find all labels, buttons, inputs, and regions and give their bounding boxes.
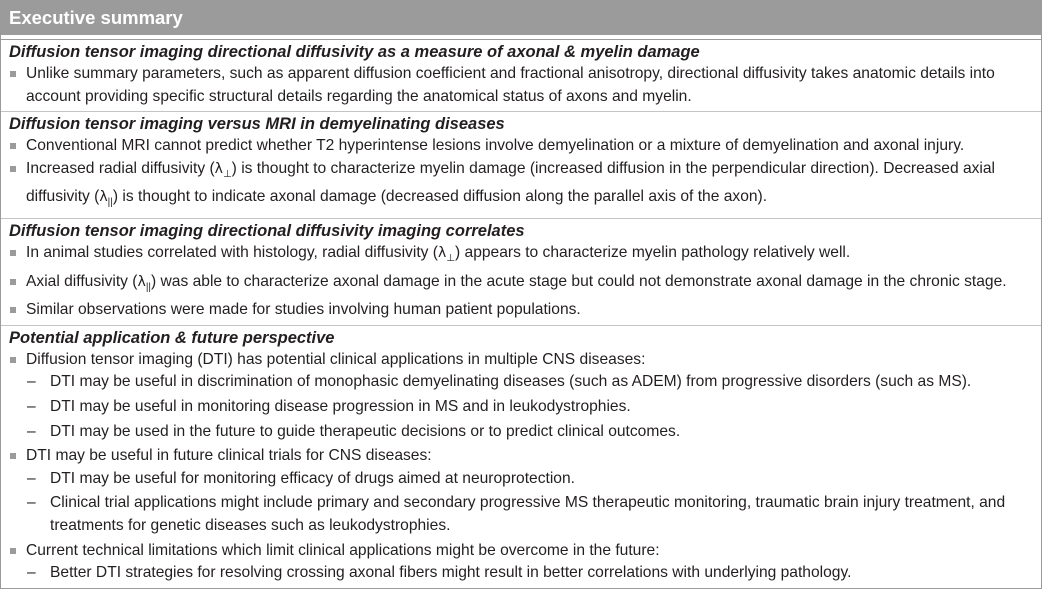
bullet-item xyxy=(9,445,1033,468)
square-bullet-icon xyxy=(10,548,16,554)
square-bullet-icon xyxy=(10,307,16,313)
lambda-symbol: λ xyxy=(137,273,146,290)
dash-item xyxy=(9,421,1033,444)
dash-bullet-icon: – xyxy=(27,469,36,487)
section-heading: Diffusion tensor imaging versus MRI in demyelinating diseases xyxy=(9,115,505,134)
dash-text: DTI may be useful for monitoring efficacy of drugs aimed at neuroprotection. xyxy=(50,469,575,487)
dash-item xyxy=(9,562,1033,585)
bullet-text: Current technical limitations which limit clinical applications might be overcome in the future: xyxy=(26,541,660,559)
section-imaging-correlates xyxy=(1,218,1041,325)
bullet-item xyxy=(9,299,1033,322)
bullet-text: Unlike summary parameters, such as apparent diffusion coefficient and fractional anisotropy, directional diffusivity takes anatomic details into account providing specific structural details regarding the anatomical status of axons and myelin. xyxy=(26,65,995,105)
square-bullet-icon xyxy=(10,250,16,256)
section-dti-vs-mri xyxy=(1,111,1041,218)
dash-text: DTI may be used in the future to guide therapeutic decisions or to predict clinical outcomes. xyxy=(50,422,681,440)
bullet-text-part: In animal studies correlated with histology, radial diffusivity ( xyxy=(26,243,438,261)
square-bullet-icon xyxy=(10,453,16,459)
lambda-symbol: λ xyxy=(437,244,447,261)
bullet-text-part: Axial diffusivity ( xyxy=(26,272,138,290)
bullet-item xyxy=(9,135,1033,158)
bullet-item xyxy=(9,63,1033,108)
bullet-text: Diffusion tensor imaging (DTI) has potential clinical applications in multiple CNS diseases: xyxy=(26,350,646,368)
dash-item xyxy=(9,492,1033,537)
bullet-text-part: Increased radial diffusivity ( xyxy=(26,159,215,177)
section-heading: Diffusion tensor imaging directional diffusivity as a measure of axonal & myelin damage xyxy=(9,43,700,61)
dash-text: Better DTI strategies for resolving crossing axonal fibers might result in better correlations with underlying pathology. xyxy=(50,564,852,582)
dash-bullet-icon: – xyxy=(27,397,36,415)
bullet-text-part: ) is thought to characterize myelin damage (increased diffusion in the perpendicular direction). Decreased axial diffusivity ( xyxy=(26,159,996,206)
bullet-text: Similar observations were made for studies involving human patient populations. xyxy=(26,301,581,319)
bullet-text: Conventional MRI cannot predict whether T2 hyperintense lesions involve demyelination or a mixture of demyelination and axonal injury. xyxy=(26,137,965,155)
box-title: Executive summary xyxy=(1,1,1041,39)
perpendicular-subscript: ⊥ xyxy=(222,168,232,180)
square-bullet-icon xyxy=(10,71,16,77)
section-heading: Diffusion tensor imaging directional diffusivity imaging correlates xyxy=(9,221,525,240)
section-directional-diffusivity xyxy=(1,39,1041,111)
square-bullet-icon xyxy=(10,357,16,363)
dash-bullet-icon: – xyxy=(27,373,36,391)
dash-text: Clinical trial applications might include primary and secondary progressive MS therapeutic monitoring, traumatic brain injury treatment, and treatments for genetic diseases such as leukodystrophies. xyxy=(50,494,1006,534)
bullet-item xyxy=(9,540,1033,563)
dash-bullet-icon: – xyxy=(27,564,36,582)
bullet-item xyxy=(9,158,1033,215)
section-heading: Potential application & future perspective xyxy=(9,328,335,347)
perpendicular-subscript: ⊥ xyxy=(446,252,455,264)
section-future-perspective xyxy=(1,325,1041,588)
dash-bullet-icon: – xyxy=(27,422,36,440)
bullet-item xyxy=(9,242,1033,271)
dash-item xyxy=(9,468,1033,491)
parallel-subscript: || xyxy=(107,197,113,209)
dash-item xyxy=(9,371,1033,394)
dash-bullet-icon: – xyxy=(27,494,36,512)
parallel-subscript: || xyxy=(145,281,152,293)
dash-item xyxy=(9,396,1033,419)
square-bullet-icon xyxy=(10,166,16,172)
square-bullet-icon xyxy=(10,279,16,285)
dash-text: DTI may be useful in discrimination of monophasic demyelinating diseases (such as ADEM) from progressive disorders (such as MS). xyxy=(50,373,972,391)
bullet-text-part: ) was able to characterize axonal damage in the acute stage but could not demonstrate axonal damage in the chronic stage. xyxy=(151,272,1007,290)
square-bullet-icon xyxy=(10,143,16,149)
bullet-text-part: ) appears to characterize myelin pathology relatively well. xyxy=(455,243,851,261)
bullet-item xyxy=(9,349,1033,372)
lambda-symbol: λ xyxy=(99,189,108,206)
bullet-text-part: ) is thought to indicate axonal damage (decreased diffusion along the parallel axis of the axon). xyxy=(112,188,768,206)
dash-text: DTI may be useful in monitoring disease progression in MS and in leukodystrophies. xyxy=(50,397,631,415)
bullet-text: DTI may be useful in future clinical trials for CNS diseases: xyxy=(26,447,432,465)
bullet-item xyxy=(9,271,1033,300)
lambda-symbol: λ xyxy=(214,160,223,177)
